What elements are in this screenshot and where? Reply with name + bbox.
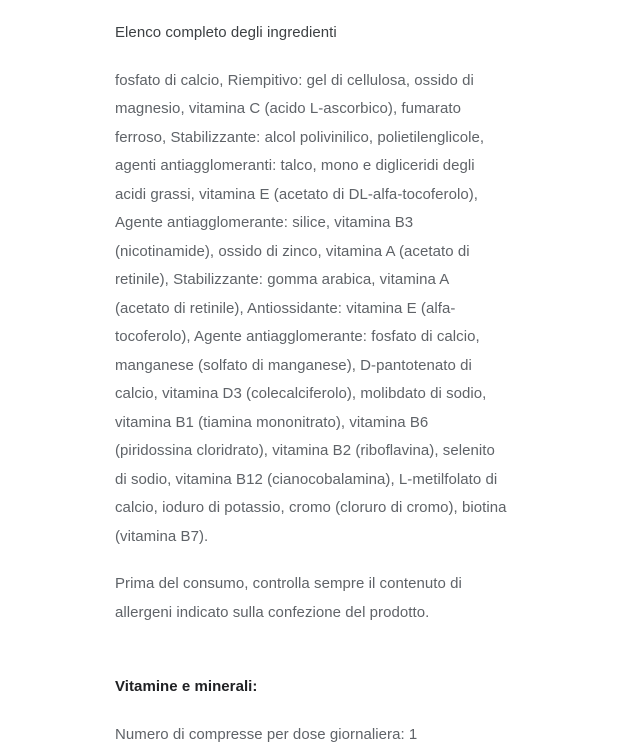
full-ingredients-list-text: fosfato di calcio, Riempitivo: gel di cellulosa, ossido di magnesio, vitamina C (acido L-ascorbico), fumarato ferroso, Stabilizzante: alcol polivinilico, polietilenglicole, agenti antiagglomeranti: talco, mono e digliceridi degli acidi grassi, vitamina E (acetato di DL-alfa-tocoferolo), Agente antiagglomerante: silice, vitamina B3 (nicotinamide), ossido di zinco, vitamina A (acetato di retinile), Stabilizzante: gomma arabica, vitamina A (acetato di retinile), Antiossidante: vitamina E (alfa-tocoferolo), Agente antiagglomerante: fosfato di calcio, manganese (solfato di manganese), D-pantotenato di calcio, vitamina D3 (colecalciferolo), molibdato di sodio, vitamina B1 (tiamina mononitrato), vitamina B6 (piridossina cloridrato), vitamina B2 (riboflavina), selenito di sodio, vitamina B12 (cianocobalamina), L-metilfolato di calcio, ioduro di potassio, cromo (cloruro di cromo), biotina (vitamina B7). <box>115 67 507 552</box>
vitamins-minerals-section-heading: Vitamine e minerali: <box>115 673 507 702</box>
daily-dose-tablet-count-text: Numero di compresse per dose giornaliera: 1 <box>115 721 507 749</box>
allergen-advisory-text: Prima del consumo, controlla sempre il contenuto di allergeni indicato sulla confezione del prodotto. <box>115 570 485 627</box>
ingredients-content-column <box>115 0 507 749</box>
ingredients-section-heading: Elenco completo degli ingredienti <box>115 19 507 48</box>
